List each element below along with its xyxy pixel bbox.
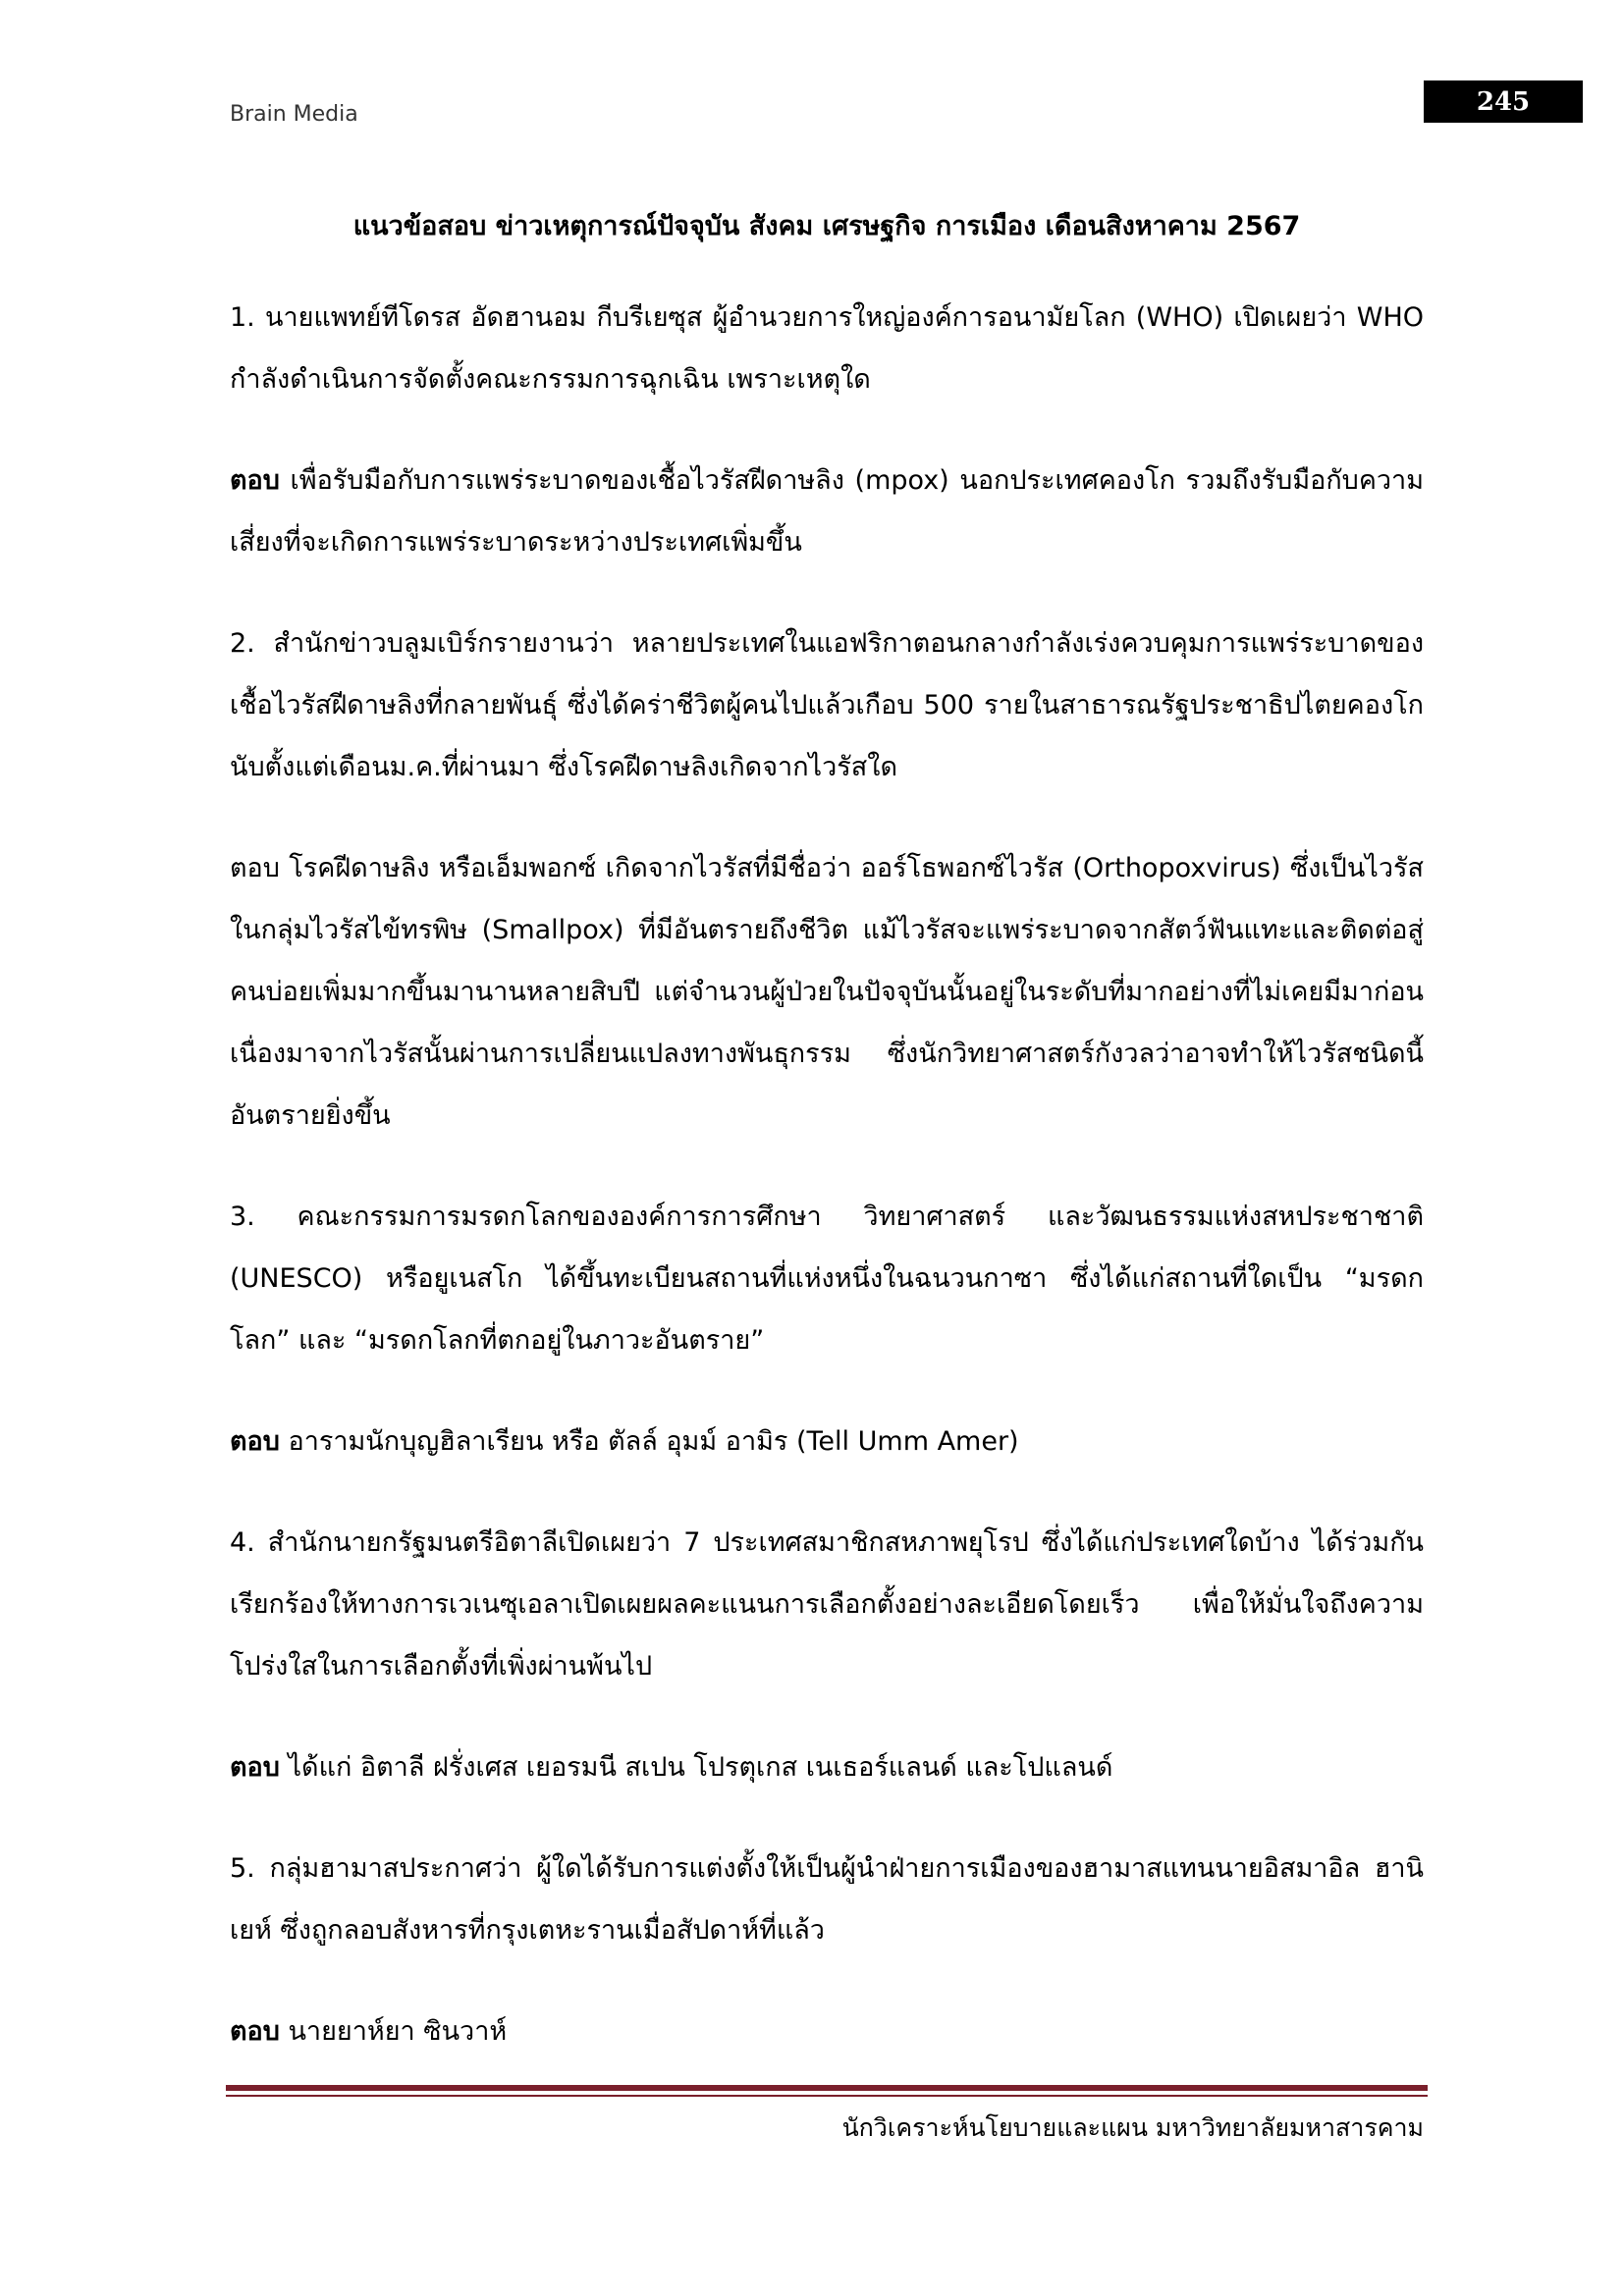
paragraph-text: ตอบ โรคฝีดาษลิง หรือเอ็มพอกซ์ เกิดจากไวรัสที่มีชื่อว่า ออร์โธพอกซ์ไวรัส (Orthopoxvirus) ซึ่งเป็นไวรัสในกลุ่มไวรัสไข้ทรพิษ (Smallpox) ที่มีอันตรายถึงชีวิต แม้ไวรัสจะแพร่ระบาดจากสัตว์ฟันแทะและติดต่อสู่คนบ่อยเพิ่มมากขึ้นมานานหลายสิบปี แต่จำนวนผู้ป่วยในปัจจุบันนั้นอยู่ในระดับที่มากอย่างที่ไม่เคยมีมาก่อน เนื่องมาจากไวรัสนั้นผ่านการเปลี่ยนแปลงทางพันธุกรรม ซึ่งนักวิทยาศาสตร์กังวลว่าอาจทำให้ไวรัสชนิดนี้อันตรายยิ่งขึ้น: [230, 853, 1424, 1131]
paragraph: [230, 613, 1424, 798]
paragraph-text: เพื่อรับมือกับการแพร่ระบาดของเชื้อไวรัสฝีดาษลิง (mpox) นอกประเทศคองโก รวมถึงรับมือกับความเสี่ยงที่จะเกิดการแพร่ระบาดระหว่างประเทศเพิ่มขึ้น: [230, 465, 1424, 558]
paragraph-text: 4. สำนักนายกรัฐมนตรีอิตาลีเปิดเผยว่า 7 ประเทศสมาชิกสหภาพยุโรป ซึ่งได้แก่ประเทศใดบ้าง ได้ร่วมกันเรียกร้องให้ทางการเวเนซุเอลาเปิดเผยผลคะแนนการเลือกตั้งอย่างละเอียดโดยเร็ว เพื่อให้มั่นใจถึงความโปร่งใสในการเลือกตั้งที่เพิ่งผ่านพ้นไป: [230, 1527, 1424, 1682]
answer-label: ตอบ: [230, 2016, 280, 2047]
paragraph: [230, 1411, 1424, 1472]
document-body: [230, 287, 1424, 2102]
answer-label: ตอบ: [230, 1752, 280, 1783]
answer-label: ตอบ: [230, 1426, 280, 1457]
paragraph-text: 2. สำนักข่าวบลูมเบิร์กรายงานว่า หลายประเทศในแอฟริกาตอนกลางกำลังเร่งควบคุมการแพร่ระบาดของเชื้อไวรัสฝีดาษลิงที่กลายพันธุ์ ซึ่งได้คร่าชีวิตผู้คนไปแล้วเกือบ 500 รายในสาธารณรัฐประชาธิปไตยคองโกนับตั้งแต่เดือนม.ค.ที่ผ่านมา ซึ่งโรคฝีดาษลิงเกิดจากไวรัสใด: [230, 628, 1424, 782]
paragraph-text: 1. นายแพทย์ทีโดรส อัดฮานอม กีบรีเยซุส ผู้อำนวยการใหญ่องค์การอนามัยโลก (WHO) เปิดเผยว่า WHO กำลังดำเนินการจัดตั้งคณะกรรมการฉุกเฉิน เพราะเหตุใด: [230, 302, 1424, 395]
paragraph-text: 3. คณะกรรมการมรดกโลกขององค์การการศึกษา วิทยาศาสตร์ และวัฒนธรรมแห่งสหประชาชาติ (UNESCO) หรือยูเนสโก ได้ขึ้นทะเบียนสถานที่แห่งหนึ่งในฉนวนกาซา ซึ่งได้แก่สถานที่ใดเป็น “มรดกโลก” และ “มรดกโลกที่ตกอยู่ในภาวะอันตราย”: [230, 1201, 1424, 1356]
paragraph: [230, 1512, 1424, 1697]
footer-divider: [226, 2085, 1428, 2091]
footer-text: นักวิเคราะห์นโยบายและแผน มหาวิทยาลัยมหาสารคาม: [841, 2113, 1424, 2142]
document-title: แนวข้อสอบ ข่าวเหตุการณ์ปัจจุบัน สังคม เศรษฐกิจ การเมือง เดือนสิงหาคาม 2567: [352, 211, 1301, 241]
answer-label: ตอบ: [230, 465, 280, 496]
paragraph: [230, 287, 1424, 410]
paragraph-text: 5. กลุ่มฮามาสประกาศว่า ผู้ใดได้รับการแต่งตั้งให้เป็นผู้นำฝ่ายการเมืองของฮามาสแทนนายอิสมาอิล ฮานิเยห์ ซึ่งถูกลอบสังหารที่กรุงเตหะรานเมื่อสัปดาห์ที่แล้ว: [230, 1853, 1424, 1946]
paragraph: [230, 1186, 1424, 1371]
paragraph-text: ได้แก่ อิตาลี ฝรั่งเศส เยอรมนี สเปน โปรตุเกส เนเธอร์แลนด์ และโปแลนด์: [279, 1752, 1113, 1783]
paragraph: [230, 1736, 1424, 1798]
header-brand: Brain Media: [230, 102, 358, 127]
paragraph: [230, 2001, 1424, 2062]
page-number: 245: [1424, 80, 1583, 123]
paragraph-text: อารามนักบุญฮิลาเรียน หรือ ตัลล์ อุมม์ อามิร (Tell Umm Amer): [279, 1426, 1019, 1457]
paragraph: [230, 837, 1424, 1147]
footer-divider-thin: [226, 2095, 1428, 2097]
paragraph-text: นายยาห์ยา ซินวาห์: [279, 2016, 508, 2047]
paragraph: [230, 450, 1424, 573]
paragraph: [230, 1838, 1424, 1961]
